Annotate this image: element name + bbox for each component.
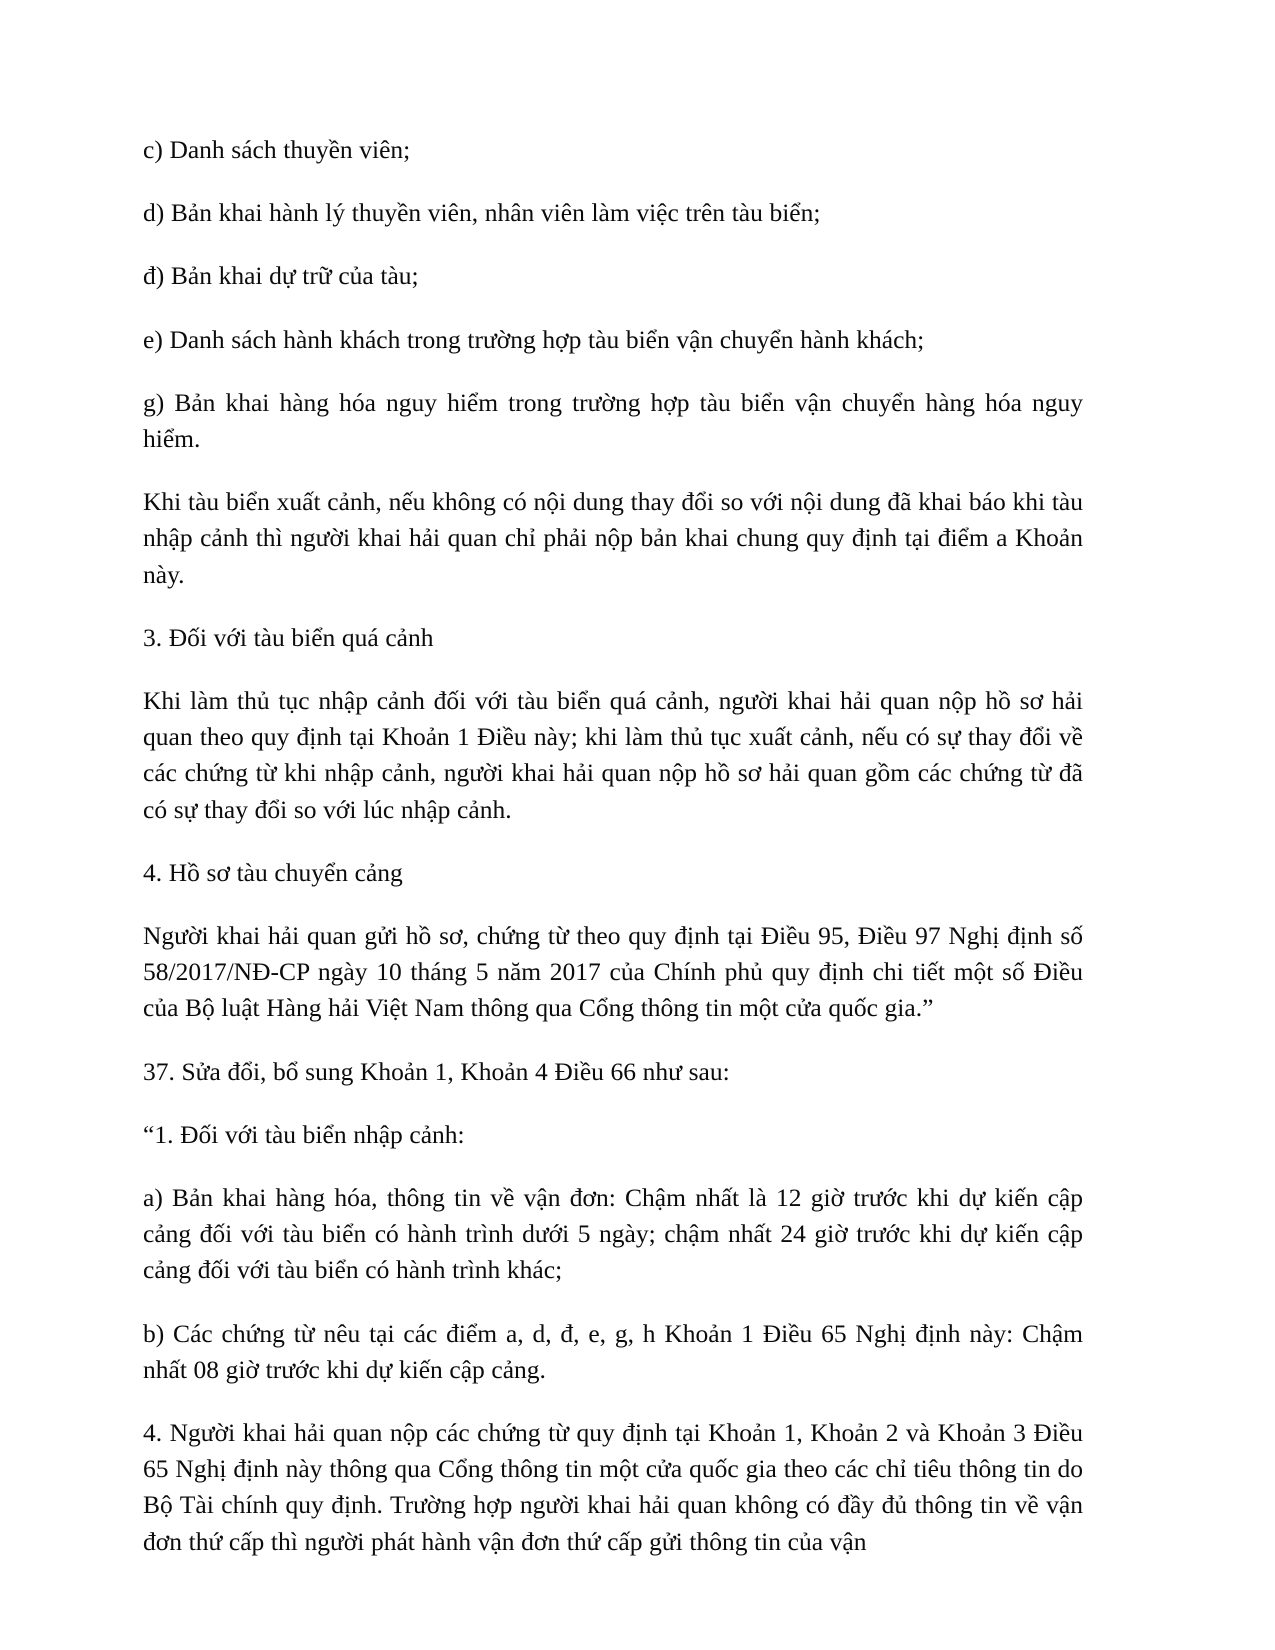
heading-section-3: 3. Đối với tàu biển quá cảnh [143, 622, 434, 652]
paragraph-quote-1: “1. Đối với tàu biển nhập cảnh: [143, 1119, 465, 1149]
paragraph-item-b: b) Các chứng từ nêu tại các điểm a, d, đ, e, g, h Khoản 1 Điều 65 Nghị định này: Chậm nhất 08 giờ trước khi dự kiến cập cảng. [143, 1318, 1083, 1384]
paragraph-qua-canh: Khi làm thủ tục nhập cảnh đối với tàu biển quá cảnh, người khai hải quan nộp hồ sơ hải quan theo quy định tại Khoản 1 Điều này; khi làm thủ tục xuất cảnh, nếu có sự thay đổi về các chứng từ khi nhập cảnh, người khai hải quan nộp hồ sơ hải quan gồm các chứng từ đã có sự thay đổi so với lúc nhập cảnh. [143, 686, 1083, 824]
heading-section-4: 4. Hồ sơ tàu chuyển cảng [143, 857, 403, 887]
paragraph-item-37: 37. Sửa đổi, bổ sung Khoản 1, Khoản 4 Điều 66 như sau: [143, 1056, 730, 1086]
paragraph-item-dd: đ) Bản khai dự trữ của tàu; [143, 261, 419, 291]
paragraph-item-d: d) Bản khai hành lý thuyền viên, nhân viên làm việc trên tàu biển; [143, 198, 821, 228]
paragraph-item-a: a) Bản khai hàng hóa, thông tin về vận đơn: Chậm nhất là 12 giờ trước khi dự kiến cập cảng đối với tàu biển có hành trình dưới 5 ngày; chậm nhất 24 giờ trước khi dự kiến cập cảng đối với tàu biển có hành trình khác; [143, 1183, 1083, 1285]
paragraph-item-e: e) Danh sách hành khách trong trường hợp tàu biển vận chuyển hành khách; [143, 324, 925, 354]
paragraph-xuat-canh: Khi tàu biển xuất cảnh, nếu không có nội dung thay đổi so với nội dung đã khai báo khi tàu nhập cảnh thì người khai hải quan chỉ phải nộp bản khai chung quy định tại điểm a Khoản này. [143, 487, 1083, 589]
paragraph-item-c: c) Danh sách thuyền viên; [143, 135, 411, 164]
paragraph-chuyen-cang: Người khai hải quan gửi hồ sơ, chứng từ theo quy định tại Điều 95, Điều 97 Nghị định số 58/2017/NĐ-CP ngày 10 tháng 5 năm 2017 của Chính phủ quy định chi tiết một số Điều của Bộ luật Hàng hải Việt Nam thông qua Cổng thông tin một cửa quốc gia.” [143, 921, 1083, 1023]
paragraph-item-4-final: 4. Người khai hải quan nộp các chứng từ quy định tại Khoản 1, Khoản 2 và Khoản 3 Điều 65 Nghị định này thông qua Cổng thông tin một cửa quốc gia theo các chỉ tiêu thông tin do Bộ Tài chính quy định. Trường hợp người khai hải quan không có đầy đủ thông tin về vận đơn thứ cấp thì người phát hành vận đơn thứ cấp gửi thông tin của vận [143, 1418, 1083, 1556]
document-body [143, 132, 1083, 1560]
paragraph-item-g: g) Bản khai hàng hóa nguy hiểm trong trường hợp tàu biển vận chuyển hàng hóa nguy hiểm. [143, 387, 1083, 454]
